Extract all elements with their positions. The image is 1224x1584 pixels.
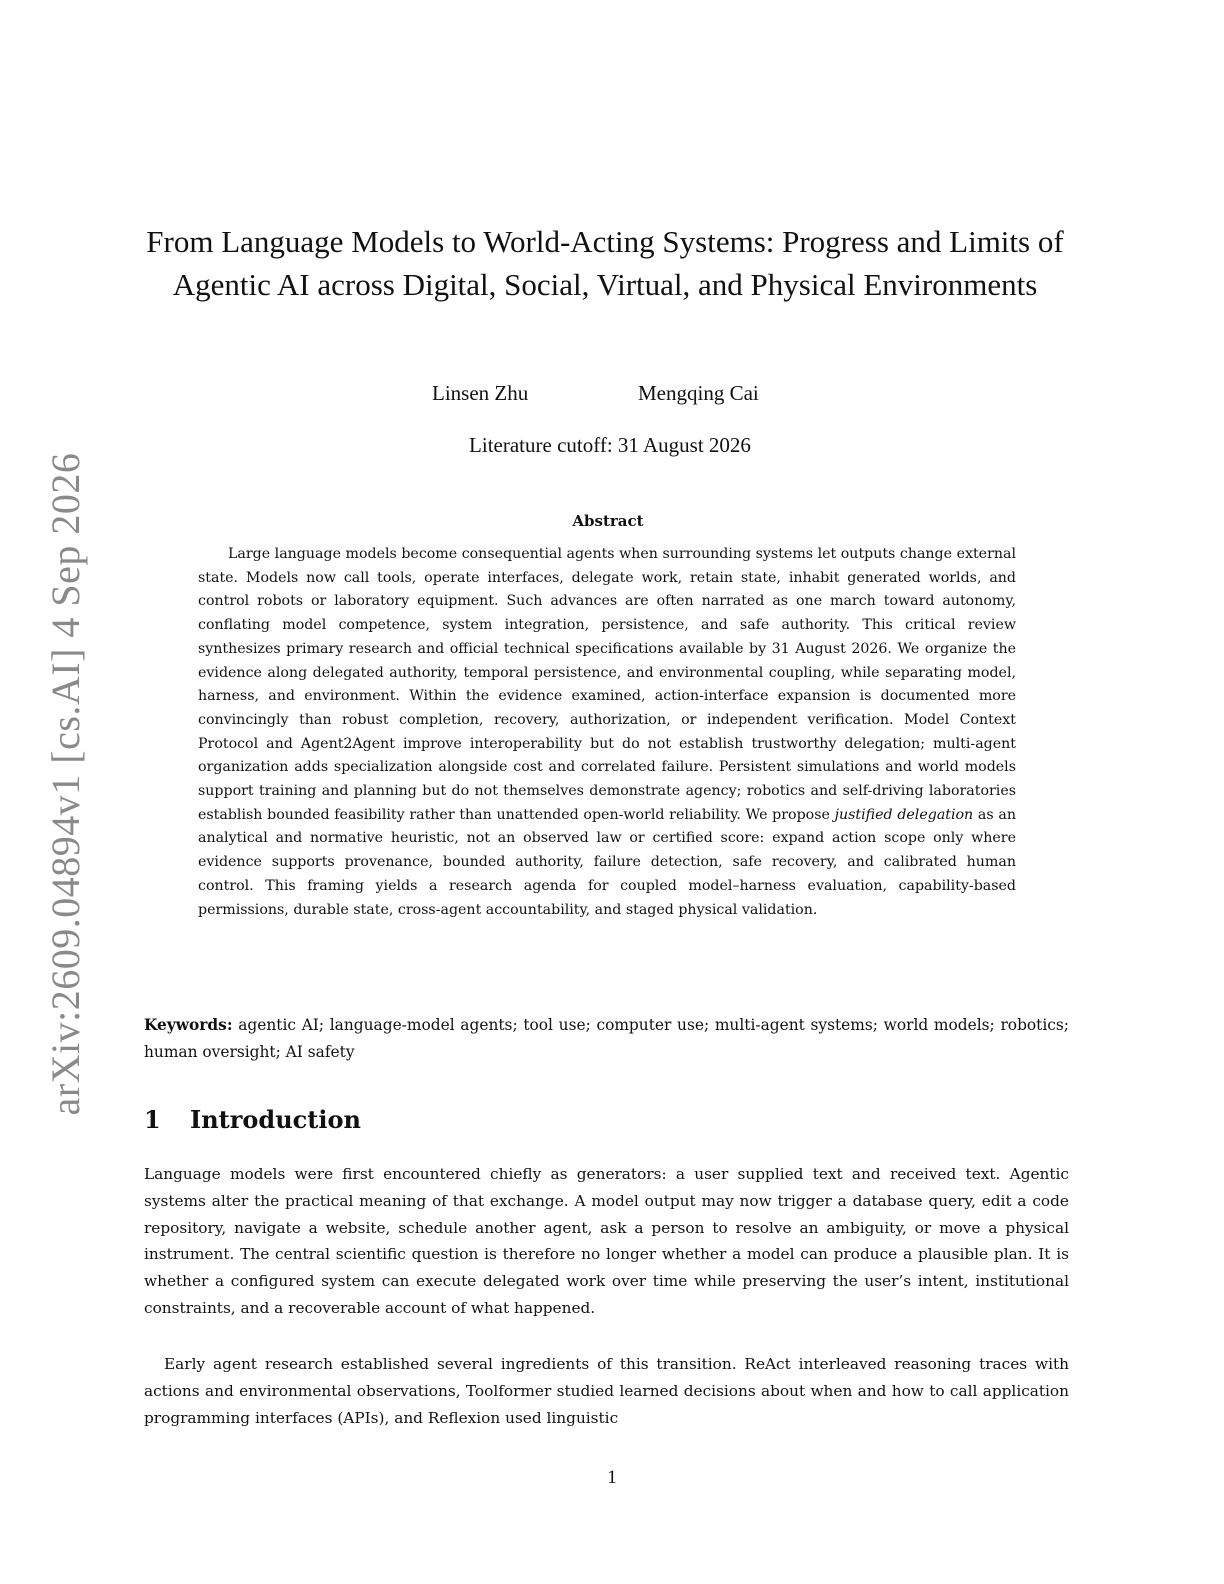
author-name: Linsen Zhu	[432, 381, 529, 405]
paper-title: From Language Models to World-Acting Systems: Progress and Limits of Agentic AI across Digital, Social, Virtual, and Physical Environments	[146, 224, 1064, 302]
section-heading	[144, 1102, 744, 1138]
keywords-text: agentic AI; language-model agents; tool use; computer use; multi-agent systems; world models; robotics; human oversight; AI safety	[144, 1016, 1069, 1061]
section-number: 1	[144, 1105, 161, 1134]
section-title: Introduction	[190, 1105, 361, 1134]
arxiv-sidebar	[20, 452, 112, 1116]
arxiv-identifier: arXiv:2609.04894v1 [cs.AI] 4 Sep 2026	[43, 452, 88, 1116]
page-number: 1	[607, 1467, 617, 1488]
author-list	[420, 378, 800, 408]
abstract-heading: Abstract	[572, 512, 644, 530]
abstract-text	[198, 543, 1016, 922]
keywords-label: Keywords:	[144, 1016, 233, 1034]
abstract-emphasis: justified delegation	[834, 806, 974, 823]
author-name: Mengqing Cai	[638, 381, 759, 405]
abstract-text-part: as an analytical and normative heuristic, not an observed law or certified score: expand action scope only where evidence supports provenance, bounded authority, failure detection, safe recovery, and calibrated human control. This framing yields a research agenda for coupled model–harness evaluation, capability-based permissions, durable state, cross-agent accountability, and staged physical validation.	[198, 806, 1016, 918]
literature-cutoff: Literature cutoff: 31 August 2026	[469, 433, 751, 457]
abstract-text-part: Large language models become consequential agents when surrounding systems let outputs change external state. Models now call tools, operate interfaces, delegate work, retain state, inhabit generated worlds, and control robots or laboratory equipment. Such advances are often narrated as one march toward autonomy, conflating model competence, system integration, persistence, and safe authority. This critical review synthesizes primary research and official technical specifications available by 31 August 2026. We organize the evidence along delegated authority, temporal persistence, and environmental coupling, while separating model, harness, and environment. Within the evidence examined, action-interface expansion is documented more convincingly than robust completion, recovery, authorization, or independent verification. Model Context Protocol and Agent2Agent improve interoperability but do not establish trustworthy delegation; multi-agent organization adds specialization alongside cost and correlated failure. Persistent simulations and world models support training and planning but do not themselves demonstrate agency; robotics and self-driving laboratories establish bounded feasibility rather than unattended open-world reliability. We propose	[198, 546, 1016, 823]
body-paragraph: Language models were first encountered chiefly as generators: a user supplied text and received text. Agentic systems alter the practical meaning of that exchange. A model output may now trigger a database query, edit a code repository, navigate a website, schedule another agent, ask a person to resolve an ambiguity, or move a physical instrument. The central scientific question is therefore no longer whether a model can produce a plausible plan. It is whether a configured system can execute delegated work over time while preserving the user’s intent, institutional constraints, and a recoverable account of what happened.	[144, 1165, 1069, 1317]
body-paragraph: Early agent research established several ingredients of this transition. ReAct interleaved reasoning traces with actions and environmental observations, Toolformer studied learned decisions about when and how to call application programming interfaces (APIs), and Reflexion used linguistic	[144, 1355, 1069, 1427]
keywords	[144, 1012, 1069, 1066]
